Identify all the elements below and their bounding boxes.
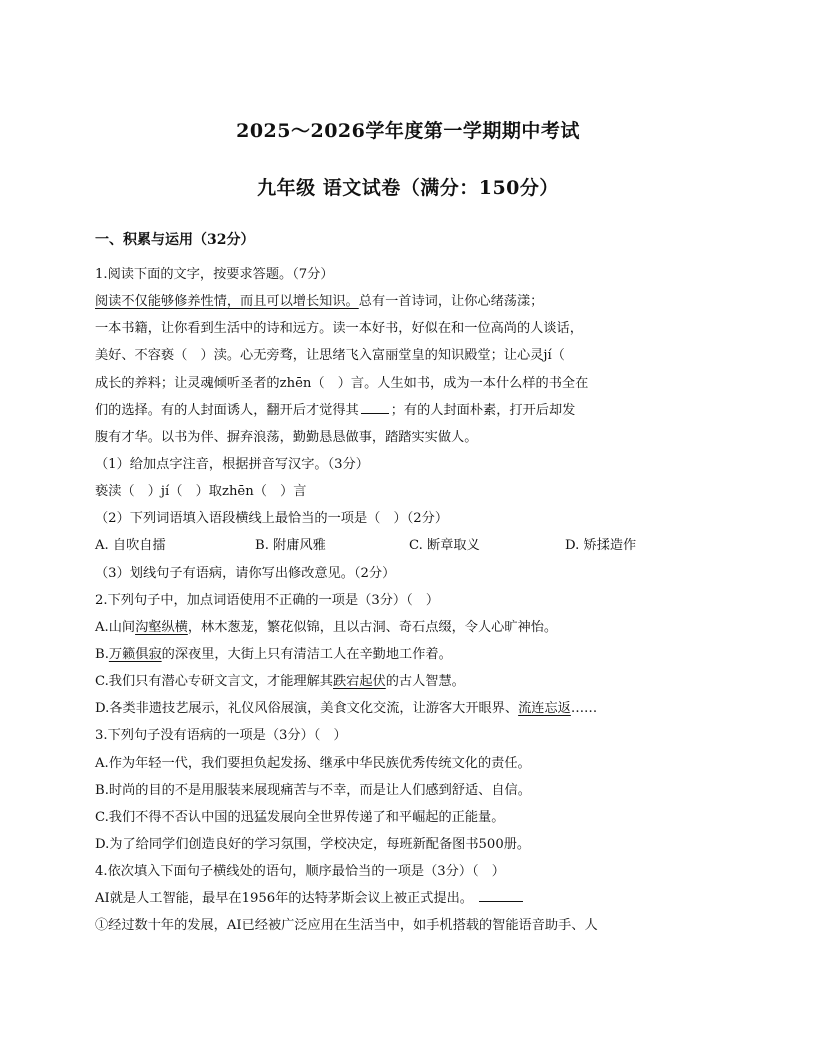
q2-prompt: 2.下列句子中，加点词语使用不正确的一项是（3分）（ ）	[95, 592, 440, 608]
question-body	[95, 261, 735, 940]
q1-sub2: （2）下列词语填入语段横线上最恰当的一项是（ ）（2分）	[95, 511, 449, 527]
q2-option-b: B.万籁俱寂的深夜里，大街上只有清洁工人在辛勤地工作着。	[95, 646, 452, 662]
q4-line-1: AI就是人工智能，最早在1956年的达特茅斯会议上被正式提出。	[95, 885, 735, 912]
section-heading: 一、积累与运用（32分）	[95, 232, 255, 248]
underlined-sentence: 阅读不仅能够修养性情，而且可以增长知识。	[95, 294, 359, 310]
option-c: C. 断章取义	[409, 538, 480, 554]
q3-option-c: C.我们不得不否认中国的迅猛发展向全世界传递了和平崛起的正能量。	[95, 809, 505, 825]
fill-blank	[479, 885, 523, 902]
option-d: D. 矫揉造作	[565, 538, 637, 554]
q1-passage-line-1: 阅读不仅能够修养性情，而且可以增长知识。总有一首诗词，让你心绪荡漾；	[95, 294, 544, 310]
q1-sub1-answers: 亵渎（ ）jí（ ）取zhēn（ ）言	[95, 484, 307, 500]
fill-blank	[361, 397, 389, 414]
option-a: A. 自吹自擂	[95, 538, 166, 554]
q4-prompt: 4.依次填入下面句子横线处的语句，顺序最恰当的一项是（3分）（ ）	[95, 864, 505, 880]
q3-option-a: A.作为年轻一代，我们要担负起发扬、继承中华民族优秀传统文化的责任。	[95, 755, 531, 771]
q1-sub2-options	[95, 532, 735, 559]
q1-sub3: （3）划线句子有语病，请你写出修改意见。（2分）	[95, 565, 396, 581]
q2-option-d: D.各类非遗技艺展示，礼仪风俗展演，美食文化交流，让游客大开眼界、流连忘返……	[95, 701, 598, 717]
q2-option-a: A.山间沟壑纵横，林木葱茏，繁花似锦，且以古洞、奇石点缀，令人心旷神怡。	[95, 619, 558, 635]
q1-passage-line-2: 一本书籍，让你看到生活中的诗和远方。读一本好书，好似在和一位高尚的人谈话，	[95, 321, 583, 337]
q1-sub1: （1）给加点字注音，根据拼音写汉字。（3分）	[95, 456, 369, 472]
q3-option-b: B.时尚的目的不是用服装来展现痛苦与不幸，而是让人们感到舒适、自信。	[95, 782, 531, 798]
q2-option-c: C.我们只有潜心专研文言文，才能理解其跌宕起伏的古人智慧。	[95, 674, 465, 690]
q3-option-d: D.为了给同学们创造良好的学习氛围，学校决定，每班新配备图书500册。	[95, 836, 531, 852]
exam-subtitle: 九年级 语文试卷（满分：150分）	[257, 177, 559, 199]
q1-passage-line-6: 腹有才华。以书为伴、摒弃浪荡，勤勤恳恳做事，踏踏实实做人。	[95, 429, 478, 445]
q4-line-2: ①经过数十年的发展，AI已经被广泛应用在生活当中，如手机搭载的智能语音助手、人	[95, 918, 598, 934]
q1-passage-line-4: 成长的养料；让灵魂倾听圣者的zhēn（ ）言。人生如书，成为一本什么样的书全在	[95, 375, 589, 391]
option-b: B. 附庸风雅	[255, 538, 326, 554]
exam-title: 2025～2026学年度第一学期期中考试	[236, 120, 580, 142]
q3-prompt: 3.下列句子没有语病的一项是（3分）（ ）	[95, 728, 347, 744]
q1-prompt: 1.阅读下面的文字，按要求答题。（7分）	[95, 267, 334, 282]
q1-passage-line-5: 们的选择。有的人封面诱人，翻开后才觉得其 ；有的人封面朴素，打开后却发	[95, 397, 735, 424]
q1-passage-line-3: 美好、不容亵（ ）渎。心无旁骛，让思绪飞入富丽堂皇的知识殿堂；让心灵jí（	[95, 348, 565, 364]
